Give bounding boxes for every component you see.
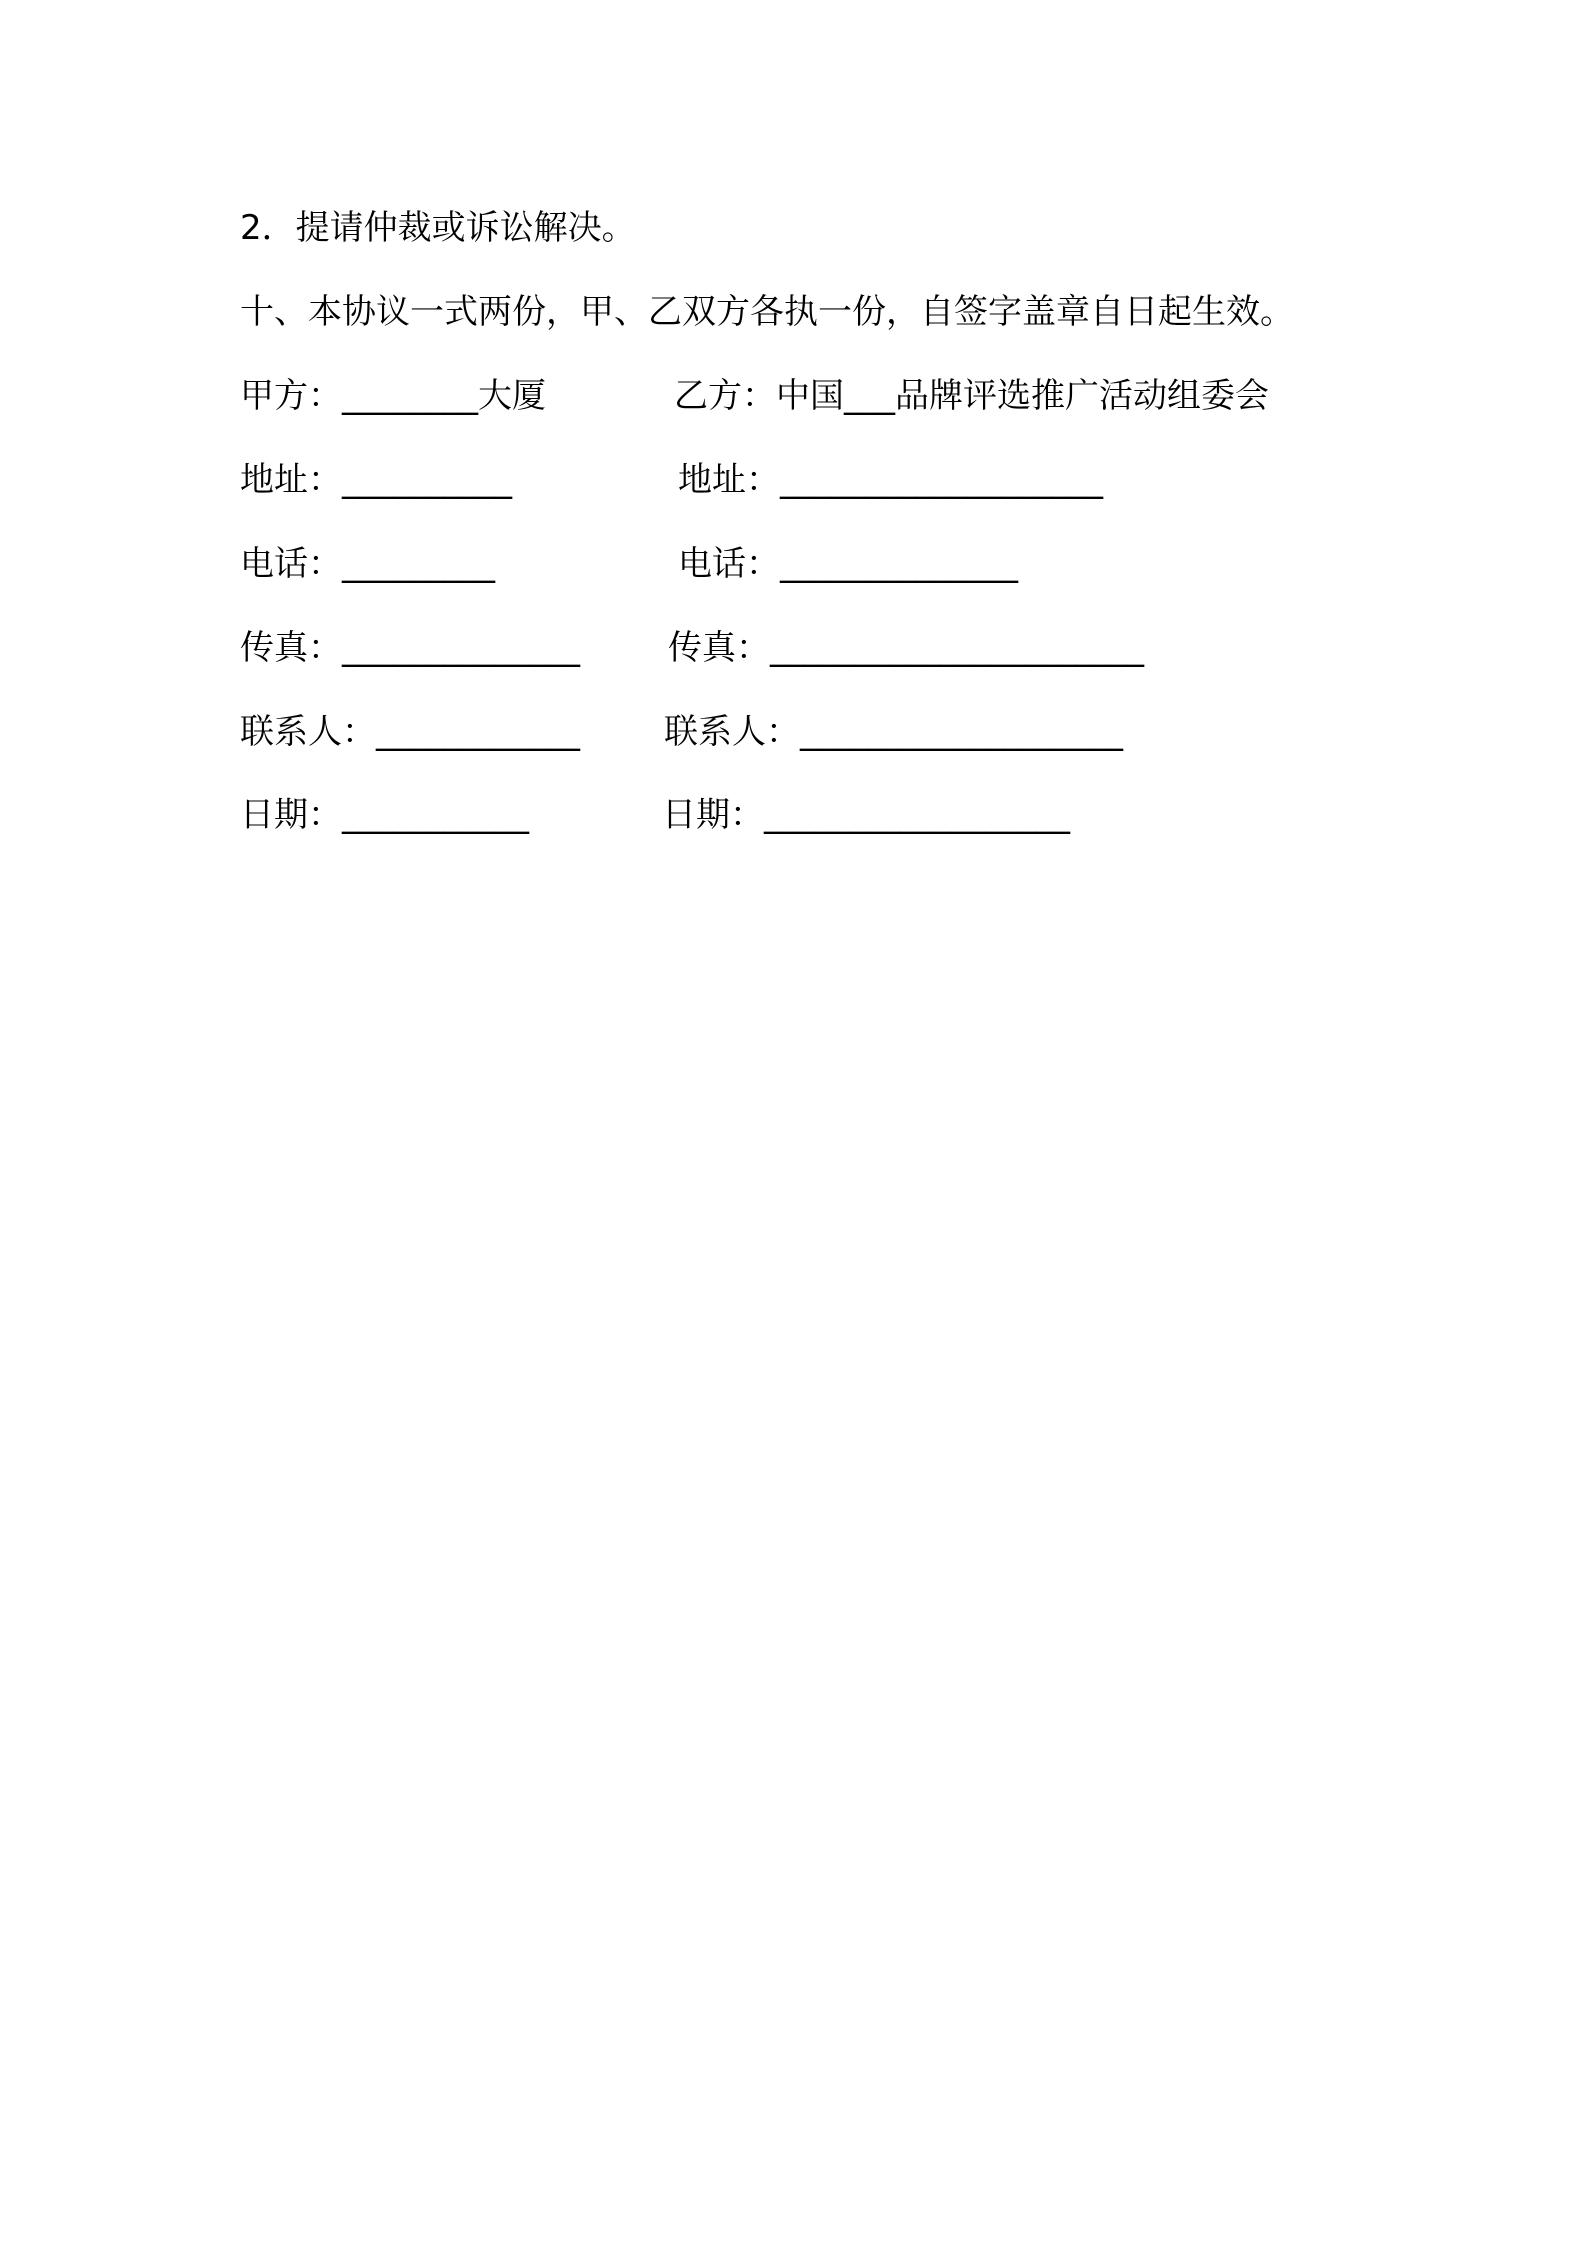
- party-a-fax: 传真：______________: [240, 628, 580, 668]
- party-b-fax: 传真：______________________: [668, 628, 1144, 668]
- party-b-address: 地址：___________________: [678, 460, 1103, 500]
- clause-10-paragraph: 十、本协议一式两份，甲、乙双方各执一份，自签字盖章自日起生效。: [240, 292, 1294, 332]
- party-b-contact: 联系人：___________________: [664, 712, 1123, 752]
- party-a-contact: 联系人：____________: [240, 712, 580, 752]
- party-a-phone: 电话：_________: [240, 544, 495, 584]
- party-b-date: 日期：__________________: [662, 795, 1070, 835]
- party-b-name: 乙方：中国___品牌评选推广活动组委会: [674, 376, 1269, 416]
- party-a-name: 甲方：________大厦: [240, 376, 546, 416]
- party-b-phone: 电话：______________: [678, 544, 1018, 584]
- party-a-date: 日期：___________: [240, 795, 529, 835]
- item-2-paragraph: 2．提请仲裁或诉讼解决。: [240, 208, 636, 248]
- party-a-address: 地址：__________: [240, 460, 512, 500]
